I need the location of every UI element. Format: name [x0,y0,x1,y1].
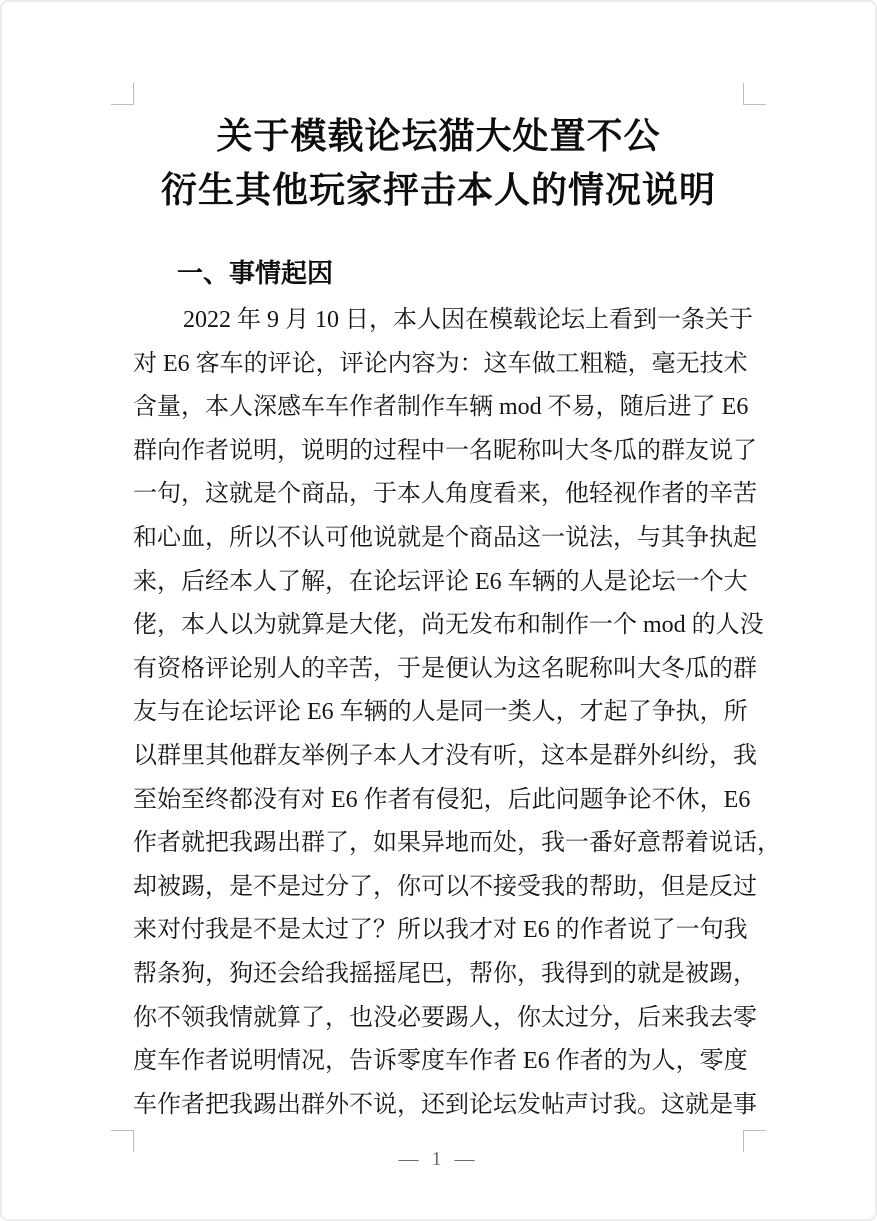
body-text-line: 群向作者说明，说明的过程中一名昵称叫大冬瓜的群友说了 [133,437,757,464]
body-text-line: 和心血，所以不认可他说就是个商品这一说法，与其争执起 [133,524,757,551]
text-body-area [133,103,781,1127]
body-text-line: 来，后经本人了解，在论坛评论 E6 车辆的人是论坛一个大 [133,568,748,595]
crop-mark-top-right [743,83,766,105]
body-text-line: 佬，本人以为就算是大佬，尚无发布和制作一个 mod 的人没 [133,612,764,639]
section-heading: 一、事情起因 [177,258,334,288]
body-text-line: 含量，本人深感车车作者制作车辆 mod 不易，随后进了 E6 [133,394,749,421]
body-text-line: 车作者把我踢出群外不说，还到论坛发帖声讨我。这就是事 [133,1091,757,1118]
crop-mark-top-left [111,83,134,105]
body-text-line: 一句，这就是个商品，于本人角度看来，他轻视作者的辛苦 [133,481,757,508]
body-text-line: 帮条狗，狗还会给我摇摇尾巴，帮你，我得到的就是被踢， [133,960,757,987]
body-text-line: 对 E6 客车的评论，评论内容为：这车做工粗糙，毫无技术 [133,350,748,377]
body-text-line: 2022 年 9 月 10 日，本人因在模载论坛上看到一条关于 [183,307,753,333]
body-text-line: 友与在论坛评论 E6 车辆的人是同一类人，才起了争执，所 [133,699,748,726]
body-text-line: 至始至终都没有对 E6 作者有侵犯，后此问题争论不休，E6 [133,786,751,813]
document-title-line: 关于模载论坛猫大处置不公 [216,116,661,156]
document-title-line: 衍生其他玩家抨击本人的情况说明 [160,170,716,210]
page-number: — 1 — [398,1148,479,1170]
body-text-line: 有资格评论别人的辛苦，于是便认为这名昵称叫大冬瓜的群 [133,655,757,682]
body-paragraph [133,299,781,1127]
body-text-line: 却被踢，是不是过分了，你可以不接受我的帮助，但是反过 [133,873,757,900]
body-text-line: 作者就把我踢出群了，如果异地而处，我一番好意帮着说话， [133,830,781,857]
body-text-line: 以群里其他群友举例子本人才没有听，这本是群外纠纷，我 [133,742,757,769]
document-title [133,103,744,217]
body-text-line: 度车作者说明情况，告诉零度车作者 E6 作者的为人，零度 [133,1048,748,1075]
body-text-line: 你不领我情就算了，也没必要踢人，你太过分，后来我去零 [133,1004,757,1031]
body-text-line: 来对付我是不是太过了？所以我才对 E6 的作者说了一句我 [133,917,748,944]
page-footer [0,1148,877,1171]
